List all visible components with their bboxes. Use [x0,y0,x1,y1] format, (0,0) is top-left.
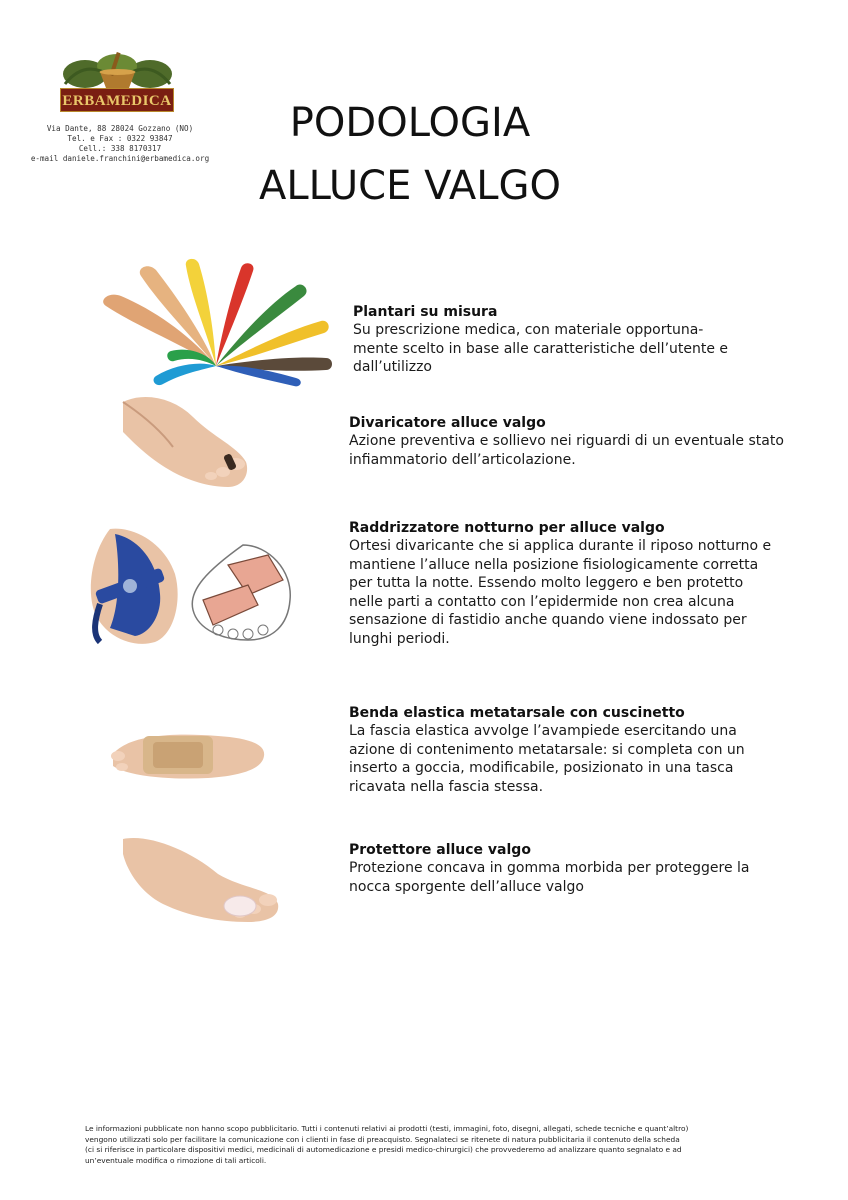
product-toe-separator [349,414,784,469]
phone: Tel. e Fax : 0322 93847 [67,134,173,143]
product-desc-line: inserto a goccia, modificabile, posizionato in una tasca [349,760,734,776]
product-desc-line: Ortesi divaricante che si applica durante il riposo notturno e [349,538,772,554]
product-desc-line: ricavata nella fascia stessa. [349,778,544,795]
bunion-protector-image [118,834,282,924]
product-desc-line: dall’utilizzo [353,359,432,375]
product-desc-line: infiammatorio dell’articolazione. [349,451,576,468]
product-bunion-protector [349,841,749,896]
product-desc-line: Protezione concava in gomma morbida per proteggere la [349,860,750,876]
product-name: Raddrizzatore notturno per alluce valgo [349,520,665,536]
product-desc-line: mente scelto in base alle caratteristiche dell’utente e [353,340,729,357]
product-metatarsal-band [349,704,745,796]
product-desc-line: per tutta la notte. Essendo molto leggero e ben protetto [349,575,744,591]
product-name: Divaricatore alluce valgo [349,415,546,431]
product-night-splint [349,519,771,648]
product-name: Plantari su misura [353,304,498,320]
disclaimer-line: un’eventuale modifica o rimozione di tali articoli. [85,1155,267,1165]
address: Via Dante, 88 28024 Gozzano (NO) [46,124,194,133]
insoles-image [96,256,344,388]
product-desc-line: lunghi periodi. [349,630,450,647]
disclaimer [85,1124,785,1166]
product-desc-line: sensazione di fastidio anche quando viene indossato per [349,612,747,628]
product-insoles [353,303,728,377]
disclaimer-line: Le informazioni pubblicate non hanno scopo pubblicitario. Tutti i contenuti relativi ai prodotti (testi, immagini, foto, disegni, allegati, schede tecniche e quant’altro) [85,1124,689,1133]
metatarsal-band-image [108,724,268,784]
disclaimer-line: (ci si riferisce in particolare dispositivi medici, medicinali di automedicazione e presidi medico-chirurgici) che provvederemo ad analizzare quanto segnalato e ad [85,1145,682,1155]
page-subtitle: ALLUCE VALGO [258,163,562,209]
brand-name: ERBAMEDICA [60,88,174,112]
disclaimer-line: vengono utilizzati solo per facilitare la comunicazione con i clienti in fase di preacquisto. Segnalateci se ritenete di natura pubblicitaria il contenuto della scheda [85,1134,680,1144]
email-link[interactable]: e-mail daniele.franchini@erbamedica.org [30,154,210,163]
product-name: Protettore alluce valgo [349,842,531,858]
product-desc-line: mantiene l’alluce nella posizione fisiologicamente corretta [349,556,759,573]
toe-separator-image [118,392,254,492]
night-splint-photo [80,524,184,648]
product-name: Benda elastica metatarsale con cuscinetto [349,705,685,721]
contact-info [20,124,220,164]
product-desc-line: La fascia elastica avvolge l’avampiede esercitando una [349,723,737,739]
cell: Cell.: 338 8170317 [78,144,162,153]
page-title: PODOLOGIA [289,100,531,146]
night-splint-drawing [188,540,300,644]
product-desc-line: azione di contenimento metatarsale: si completa con un [349,741,745,758]
product-desc-line: nocca sporgente dell’alluce valgo [349,878,584,895]
product-desc-line: Azione preventiva e sollievo nei riguardi di un eventuale stato [349,433,784,449]
product-desc-line: nelle parti a contatto con l’epidermide non crea alcuna [349,593,735,610]
product-desc-line: Su prescrizione medica, con materiale opportuna- [353,322,704,338]
